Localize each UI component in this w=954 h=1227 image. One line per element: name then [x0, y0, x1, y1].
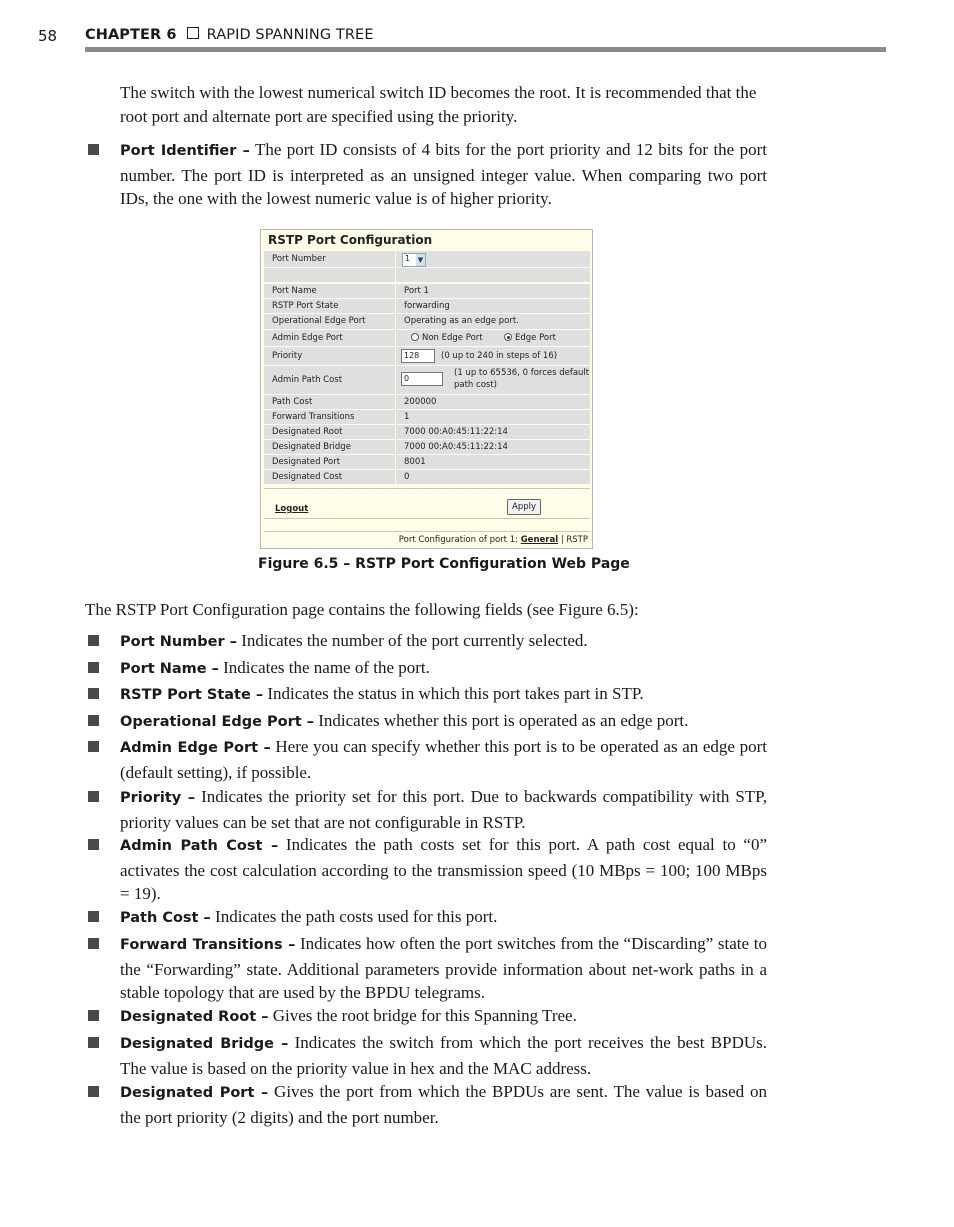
rstp-config-figure [260, 229, 593, 549]
designated-port-label: Designated Port [272, 457, 341, 467]
priority-label: Priority [272, 351, 303, 361]
row-path-cost [264, 395, 590, 410]
row-forward-transitions [264, 410, 590, 425]
list-item-port-identifier [88, 138, 768, 210]
forward-transitions-label: Forward Transitions [272, 412, 355, 422]
path-cost-value: 200000 [404, 397, 437, 407]
figure-divider [264, 518, 590, 519]
row-port-name [264, 284, 590, 299]
radio-on-icon [504, 333, 512, 341]
radio-non-edge-port[interactable]: Non Edge Port [411, 333, 483, 343]
port-name-label: Port Name [272, 286, 317, 296]
figure-footer: Port Configuration of port 1: General | RSTP [398, 535, 588, 545]
bullet-square-icon [88, 911, 99, 922]
admin-path-cost-label: Admin Path Cost [272, 375, 343, 385]
bullet-square-icon [88, 1010, 99, 1021]
running-header [38, 27, 886, 47]
figure-caption: Figure 6.5 – RSTP Port Configuration Web Page [258, 556, 630, 572]
apply-button[interactable]: Apply [507, 499, 541, 515]
designated-root-label: Designated Root [272, 427, 343, 437]
bullet-square-icon [88, 791, 99, 802]
intro-paragraph: The switch with the lowest numerical switch ID becomes the root. It is recommended that the root port and alternate port are specified using the priority. [120, 83, 757, 126]
radio-off-icon [411, 333, 419, 341]
bullet-square-icon [88, 144, 99, 155]
row-operational-edge-port [264, 314, 590, 330]
priority-input[interactable]: 128 [401, 349, 435, 363]
chevron-down-icon: ▼ [417, 256, 424, 264]
figure-divider [264, 531, 590, 532]
row-designated-root [264, 425, 590, 440]
list-item-term: Port Identifier – [120, 143, 250, 159]
designated-bridge-value: 7000 00:A0:45:11:22:14 [404, 442, 508, 452]
admin-path-cost-hint: (1 up to 65536, 0 forces default [454, 368, 590, 378]
general-link[interactable]: General [520, 535, 559, 545]
designated-port-value: 8001 [404, 457, 426, 467]
bullet-square-icon [88, 1086, 99, 1097]
row-rstp-port-state [264, 299, 590, 314]
path-cost-label: Path Cost [272, 397, 313, 407]
bullet-square-icon [88, 1037, 99, 1048]
row-spacer [264, 268, 590, 283]
bullet-square-icon [88, 688, 99, 699]
designated-root-value: 7000 00:A0:45:11:22:14 [404, 427, 508, 437]
port-name-value: Port 1 [404, 286, 429, 296]
bullet-square-icon [88, 741, 99, 752]
list-item-text [120, 138, 767, 211]
forward-transitions-value: 1 [404, 412, 410, 422]
admin-path-cost-input[interactable]: 0 [401, 372, 443, 386]
figure-title: RSTP Port Configuration [268, 233, 433, 247]
designated-cost-label: Designated Cost [272, 472, 343, 482]
row-admin-edge-port [264, 330, 590, 347]
bullet-square-icon [88, 839, 99, 850]
priority-hint: (0 up to 240 in steps of 16) [441, 351, 558, 361]
rstp-port-state-label: RSTP Port State [272, 301, 339, 311]
row-designated-port [264, 455, 590, 470]
row-designated-bridge [264, 440, 590, 455]
separator-box-icon [187, 27, 199, 39]
designated-cost-value: 0 [404, 472, 410, 482]
chapter-label: CHAPTER 6 [85, 27, 177, 43]
operational-edge-port-label: Operational Edge Port [272, 316, 366, 326]
operational-edge-port-value: Operating as an edge port. [404, 316, 519, 326]
row-port-number [264, 251, 590, 268]
row-priority [264, 347, 590, 366]
port-number-label: Port Number [272, 254, 326, 264]
header-rule [85, 47, 886, 52]
port-number-select[interactable]: 1 ▼ [402, 253, 426, 267]
logout-link[interactable]: Logout [275, 504, 309, 514]
figure-divider [264, 488, 590, 489]
row-admin-path-cost [264, 366, 590, 395]
bullet-square-icon [88, 662, 99, 673]
rstp-port-state-value: forwarding [404, 301, 450, 311]
row-designated-cost [264, 470, 590, 485]
page-number: 58 [38, 27, 58, 45]
chapter-heading [85, 27, 374, 43]
bullet-square-icon [88, 635, 99, 646]
list-item-description: The port ID consists of 4 bits for the port priority and 12 bits for the port number. The port ID is interpreted as an unsigned integer value. When comparing two port IDs, the one with the lowest numeric value is of higher priority. [120, 140, 767, 208]
section-label: RAPID SPANNING TREE [206, 27, 374, 43]
fields-intro: The RSTP Port Configuration page contains the following fields (see Figure 6.5): [85, 600, 639, 619]
designated-bridge-label: Designated Bridge [272, 442, 351, 452]
bullet-square-icon [88, 938, 99, 949]
admin-path-cost-hint-2: path cost) [454, 380, 497, 390]
admin-edge-port-label: Admin Edge Port [272, 333, 343, 343]
bullet-square-icon [88, 715, 99, 726]
radio-edge-port[interactable]: Edge Port [504, 333, 556, 343]
